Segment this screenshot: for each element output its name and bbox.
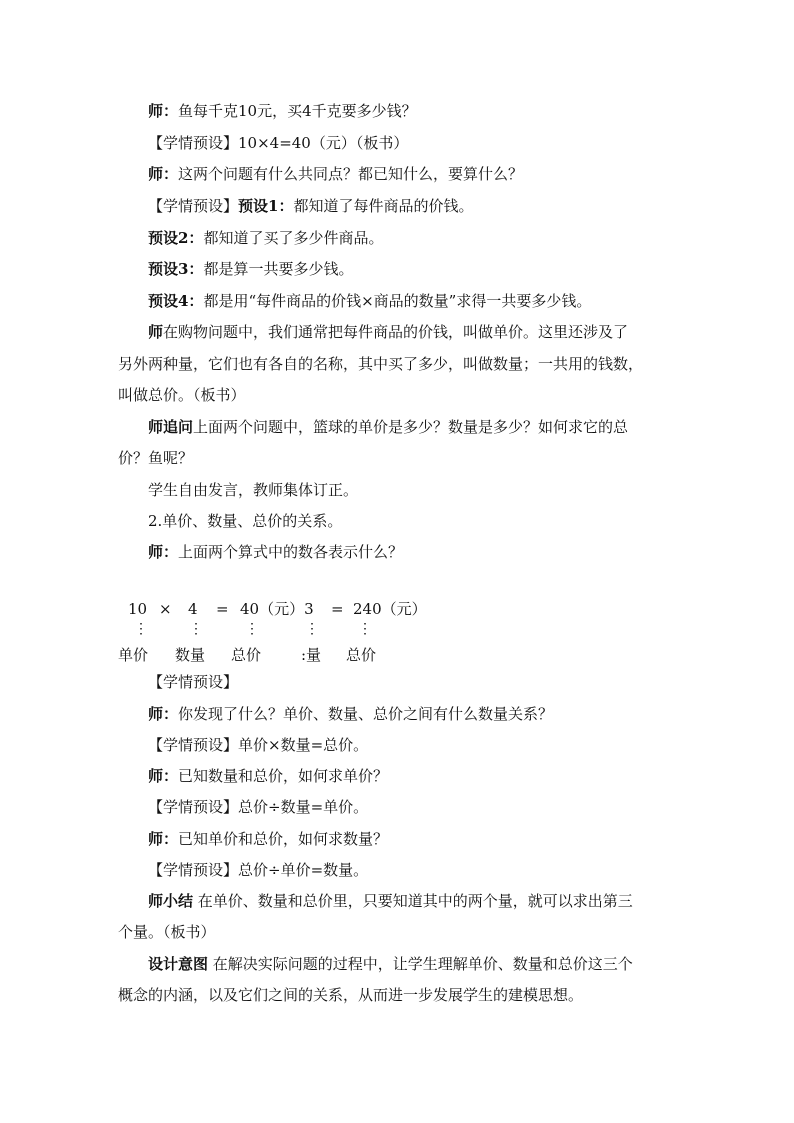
line-8: [148, 322, 628, 342]
line-6: [148, 259, 353, 279]
speaker-label: 师追问: [148, 418, 194, 436]
line-text: 已知单价和总价，如何求数量？: [178, 830, 389, 848]
line-12: [148, 542, 403, 562]
speaker-label: 师：: [148, 705, 179, 723]
line-7: [148, 291, 591, 311]
line-13: [148, 672, 238, 692]
line-text: 都知道了每件商品的价钱。: [293, 197, 474, 215]
line-text: 另外两种量，它们也有各自的名称，其中买了多少，叫做数量；一共用的钱数，: [118, 355, 644, 373]
speaker-label: 设计意图: [148, 955, 209, 973]
line-11: [148, 511, 342, 531]
speaker-label: 师: [148, 323, 164, 341]
eq-label: 单价: [118, 646, 149, 664]
line-text: 【学情预设】单价×数量=总价。: [148, 736, 369, 754]
line-1: [148, 101, 417, 121]
line-text: 个量。（板书）: [118, 923, 216, 941]
vertical-dots-icon: ⋮: [305, 621, 319, 637]
line-prefix: 【学情预设】: [148, 197, 239, 215]
line-17: [148, 797, 368, 817]
speaker-label: 预设1：: [238, 197, 294, 215]
line-4: [148, 196, 473, 216]
eq-number: 240（元）: [353, 600, 427, 618]
line-text: 价？鱼呢？: [118, 449, 194, 467]
eq-number: 10: [128, 600, 148, 618]
line-5: [148, 228, 383, 248]
line-text: 你发现了什么？单价、数量、总价之间有什么数量关系？: [178, 705, 554, 723]
line-text: 【学情预设】10×4=40（元）（板书）: [148, 134, 409, 152]
line-20: [148, 891, 633, 911]
line-21: [148, 954, 633, 974]
line-text: 叫做总价。（板书）: [118, 386, 246, 404]
line-3: [148, 164, 523, 184]
line-text: 在购物问题中，我们通常把每件商品的价钱，叫做单价。这里还涉及了: [163, 323, 629, 341]
speaker-label: 预设3：: [148, 260, 204, 278]
line-14: [148, 704, 553, 724]
speaker-label: 预设4：: [148, 292, 204, 310]
line-8-cont: [118, 354, 643, 374]
line-text: 【学情预设】: [148, 673, 239, 691]
eq-operator: =: [331, 600, 344, 618]
line-text: 已知数量和总价，如何求单价？: [178, 767, 389, 785]
vertical-dots-icon: ⋮: [358, 621, 372, 637]
line-20-cont: [118, 922, 216, 942]
eq-label: 总价: [231, 646, 262, 664]
speaker-label: 师：: [148, 165, 179, 183]
eq-label: 总价: [346, 646, 377, 664]
line-21-cont: [118, 985, 583, 1005]
line-10: [148, 480, 358, 500]
speaker-label: 师：: [148, 543, 179, 561]
speaker-label: 师小结: [148, 892, 194, 910]
line-text: 都是用“每件商品的价钱×商品的数量”求得一共要多少钱。: [203, 292, 592, 310]
line-15: [148, 735, 368, 755]
line-9: [148, 417, 628, 437]
vertical-dots-icon: ⋮: [134, 621, 148, 637]
line-16: [148, 766, 388, 786]
eq-number: 40（元）3: [240, 600, 314, 618]
line-2: [148, 133, 408, 153]
line-text: 【学情预设】总价÷数量=单价。: [148, 798, 369, 816]
line-text: 【学情预设】总价÷单价=数量。: [148, 861, 369, 879]
line-text: 在解决实际问题的过程中，让学生理解单价、数量和总价这三个: [212, 955, 633, 973]
vertical-dots-icon: ⋮: [245, 621, 259, 637]
line-text: 这两个问题有什么共同点？都已知什么，要算什么？: [178, 165, 524, 183]
line-text: 上面两个算式中的数各表示什么？: [178, 543, 404, 561]
line-19: [148, 860, 368, 880]
line-text: 鱼每千克10元，买4千克要多少钱？: [178, 102, 417, 120]
speaker-label: 预设2：: [148, 229, 204, 247]
line-text: 都是算一共要多少钱。: [203, 260, 354, 278]
speaker-label: 师：: [148, 767, 179, 785]
vertical-dots-icon: ⋮: [189, 621, 203, 637]
line-text: 在单价、数量和总价里，只要知道其中的两个量，就可以求出第三: [197, 892, 633, 910]
line-18: [148, 829, 388, 849]
line-8-cont2: [118, 385, 246, 405]
line-9-cont: [118, 448, 193, 468]
line-text: 2.单价、数量、总价的关系。: [148, 512, 343, 530]
eq-label: :量: [301, 646, 322, 664]
eq-number: 4: [188, 600, 198, 618]
line-text: 学生自由发言，教师集体订正。: [148, 481, 359, 499]
speaker-label: 师：: [148, 102, 179, 120]
eq-operator: ×: [159, 600, 172, 618]
speaker-label: 师：: [148, 830, 179, 848]
line-text: 概念的内涵，以及它们之间的关系，从而进一步发展学生的建模思想。: [118, 986, 584, 1004]
line-text: 都知道了买了多少件商品。: [203, 229, 384, 247]
line-text: 上面两个问题中，篮球的单价是多少？数量是多少？如何求它的总: [193, 418, 629, 436]
eq-label: 数量: [175, 646, 206, 664]
eq-operator: =: [216, 600, 229, 618]
